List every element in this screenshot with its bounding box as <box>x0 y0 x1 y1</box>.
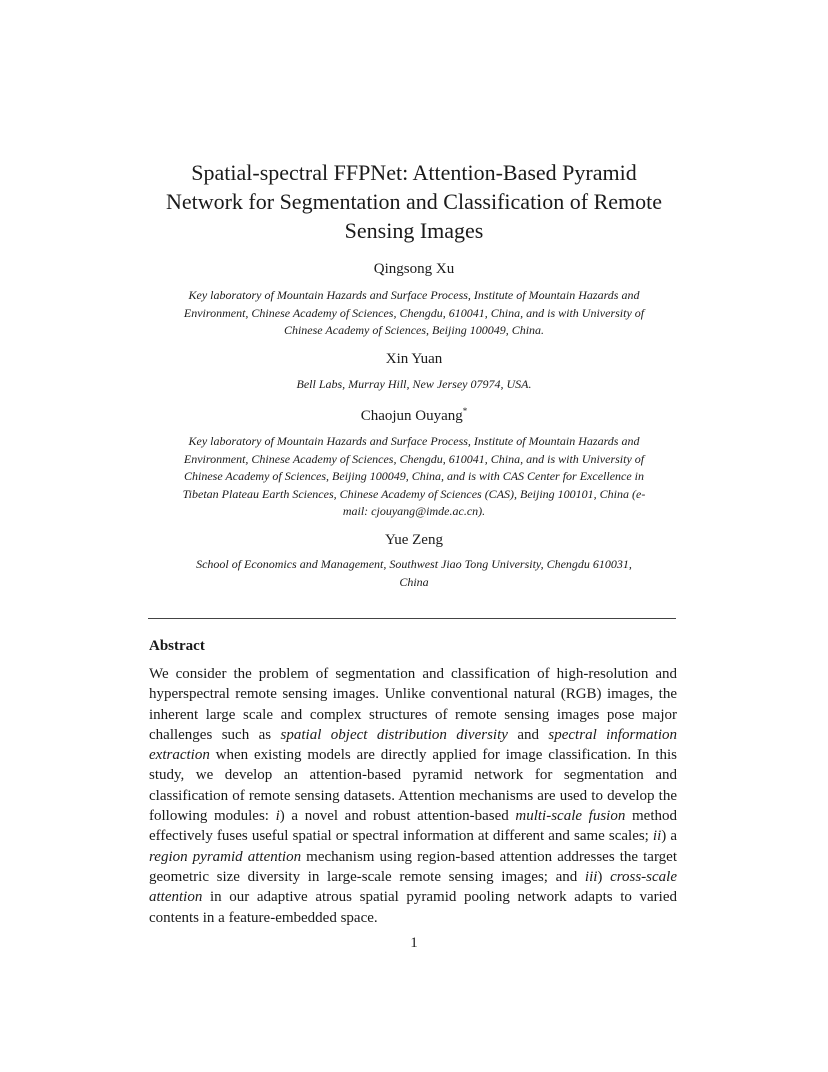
affiliation-line: China <box>399 574 429 589</box>
affiliation-line: mail: cjouyang@imde.ac.cn). <box>342 504 486 518</box>
emphasis: spatial object distribution diversity <box>280 726 508 743</box>
affiliation-line: Bell Labs, Murray Hill, New Jersey 07974, USA. <box>296 377 532 391</box>
page-number: 1 <box>410 935 418 951</box>
emphasis: ii <box>652 828 662 845</box>
affiliation-line: Chinese Academy of Sciences, Beijing 100049, China, and is with CAS Center for Excellence in <box>183 469 645 483</box>
affiliation-line: Tibetan Plateau Earth Sciences, Chinese Academy of Sciences (CAS), Beijing 100101, China (e- <box>182 486 646 501</box>
title-line: Sensing Images <box>344 218 484 243</box>
affiliation-line: Key laboratory of Mountain Hazards and Surface Process, Institute of Mountain Hazards and <box>188 434 640 448</box>
emphasis: region pyramid attention <box>149 848 302 865</box>
abstract-heading: Abstract <box>149 638 205 654</box>
author-affiliation <box>148 556 680 591</box>
author-affiliation <box>148 287 680 340</box>
author-name: Qingsong Xu <box>373 261 455 277</box>
paper-title <box>150 158 678 245</box>
emphasis: spectral information extraction <box>149 726 677 764</box>
author-affiliation <box>148 376 680 394</box>
author-affiliation <box>148 433 680 521</box>
title-line: Spatial-spectral FFPNet: Attention-Based Pyramid <box>191 160 637 185</box>
title-line: Network for Segmentation and Classification of Remote <box>165 189 663 214</box>
emphasis: multi-scale fusion <box>515 808 626 825</box>
emphasis: iii <box>584 868 598 885</box>
author-name: Yue Zeng <box>385 532 443 548</box>
affiliation-line: Key laboratory of Mountain Hazards and Surface Process, Institute of Mountain Hazards and <box>188 288 640 302</box>
emphasis: cross-scale attention <box>149 868 677 906</box>
emphasis: i <box>275 808 280 825</box>
affiliation-line: Environment, Chinese Academy of Sciences, Chengdu, 610041, China, and is with University of <box>183 451 645 466</box>
author-name: Chaojun Ouyang* <box>360 406 468 424</box>
affiliation-line: Environment, Chinese Academy of Sciences, Chengdu, 610041, China, and is with University of <box>183 305 645 320</box>
author-name: Xin Yuan <box>385 351 443 367</box>
affiliation-line: Chinese Academy of Sciences, Beijing 100049, China. <box>283 323 545 337</box>
section-divider <box>148 618 676 619</box>
corresponding-author-mark: * <box>462 406 468 416</box>
abstract-text: We consider the problem of segmentation and classification of high-resolution and hyperspectral remote sensing images. Unlike conventional natural (RGB) images, the inherent large scale and complex structures of remote sensing images pose major challenges such as spatial object distribution diversity and spectral information extraction when existing models are directly applied for image classification. In this study, we develop an attention-based pyramid network for segmentation and classification of remote sensing datasets. Attention mechanisms are used to develop the following modules: i) a novel and robust attention-based multi-scale fusion method effectively fuses useful spatial or spectral information at different and same scales; ii) a region pyramid attention mechanism using region-based attention addresses the target geometric size diversity in large-scale remote sensing images; and iii) cross-scale attention in our adaptive atrous spatial pyramid pooling network adapts to varied contents in a feature-embedded space. <box>149 666 678 926</box>
affiliation-line: School of Economics and Management, Southwest Jiao Tong University, Chengdu 610031, <box>196 557 632 571</box>
